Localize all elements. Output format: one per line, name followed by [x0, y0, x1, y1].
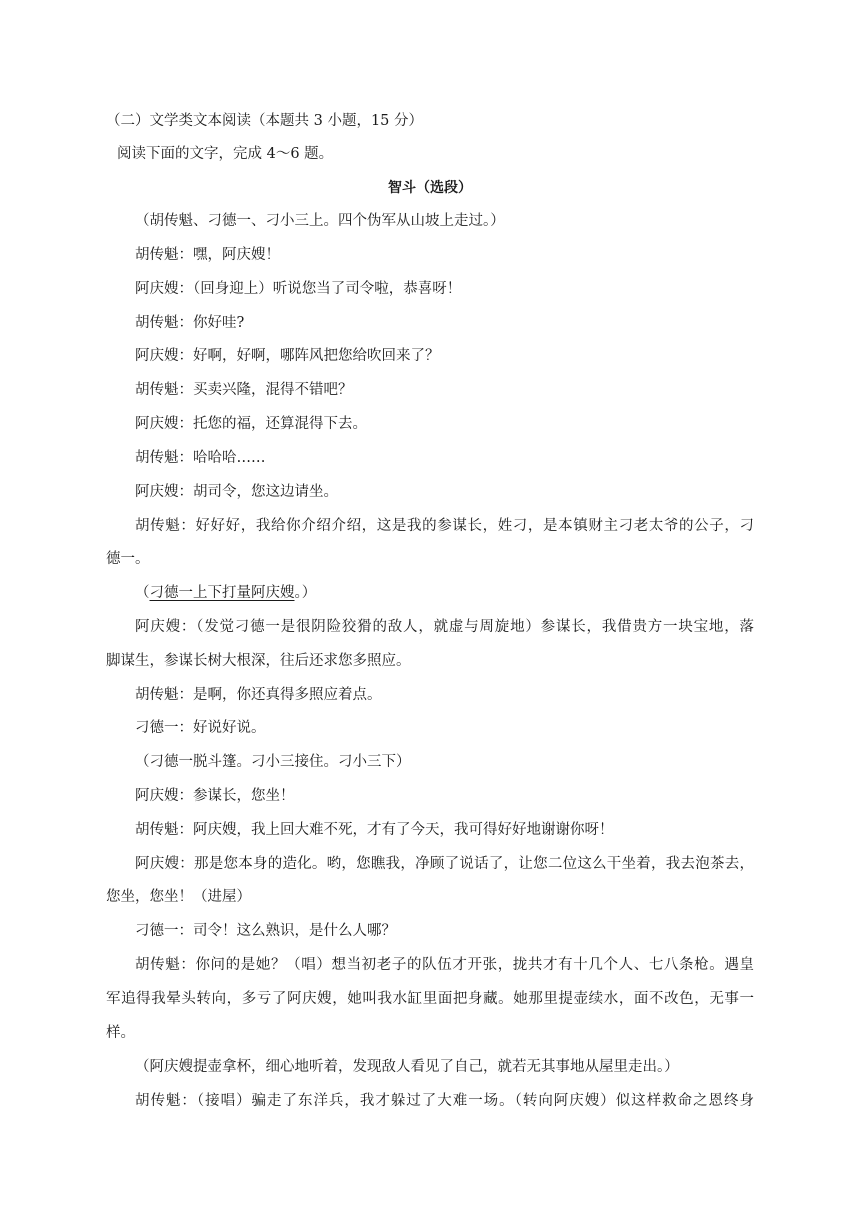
- dialogue-line: 阿庆嫂：（回身迎上）听说您当了司令啦，恭喜呀！: [135, 281, 462, 297]
- dialogue-line: 胡传魁：你问的是她？（唱）想当初老子的队伍才开张，拢共才有十几个人、七八条枪。遇皇: [135, 957, 754, 973]
- stage-direction: （阿庆嫂提壶拿杯，细心地听着，发现敌人看见了自己，就若无其事地从屋里走出。）: [135, 1059, 679, 1075]
- dialogue-line-cont: 军追得我晕头转向，多亏了阿庆嫂，她叫我水缸里面把身藏。她那里提壶续水，面不改色，无事一: [106, 991, 754, 1007]
- dialogue-line: 阿庆嫂：胡司令，您这边请坐。: [135, 484, 338, 500]
- dialogue-line: 阿庆嫂：（发觉刁德一是很阴险狡猾的敌人，就虚与周旋地）参谋长，我借贵方一块宝地，落: [135, 619, 754, 635]
- paren-close: 。）: [294, 585, 317, 601]
- stage-direction: （刁德一脱斗篷。刁小三接住。刁小三下）: [135, 754, 411, 770]
- dialogue-line: 刁德一：司令！这么熟识，是什么人哪？: [135, 923, 396, 939]
- dialogue-line: 胡传魁：哈哈哈……: [135, 450, 266, 466]
- dialogue-line-cont: 样。: [106, 1025, 135, 1041]
- dialogue-line: 阿庆嫂：参谋长，您坐！: [135, 788, 295, 804]
- dialogue-line: 阿庆嫂：那是您本身的造化。哟，您瞧我，净顾了说话了，让您二位这么干坐着，我去泡茶去，: [135, 856, 754, 872]
- underlined-phrase: 刁德一上下打量阿庆嫂: [149, 585, 295, 601]
- dialogue-line: 胡传魁：（接唱）骗走了东洋兵，我才躲过了大难一场。（转向阿庆嫂）似这样救命之恩终身: [135, 1093, 754, 1109]
- dialogue-line-cont: 德一。: [106, 551, 150, 567]
- dialogue-line: 阿庆嫂：托您的福，还算混得下去。: [135, 416, 367, 432]
- stage-direction: [106, 583, 754, 603]
- dialogue-line-cont: 您坐，您坐！（进屋）: [106, 889, 251, 905]
- dialogue-line: 胡传魁：嘿，阿庆嫂！: [135, 247, 280, 263]
- section-header: （二）文学类文本阅读（本题共 3 小题，15 分）: [106, 113, 424, 129]
- paren-open: （: [135, 585, 150, 601]
- stage-direction: （胡传魁、刁德一、刁小三上。四个伪军从山坡上走过。）: [135, 213, 505, 229]
- dialogue-line: 刁德一：好说好说。: [135, 720, 266, 736]
- dialogue-line: 胡传魁：是啊，你还真得多照应着点。: [135, 687, 382, 703]
- dialogue-line: 胡传魁：你好哇?: [135, 315, 245, 331]
- dialogue-line-cont: 脚谋生，参谋长树大根深，往后还求您多照应。: [106, 653, 411, 669]
- instruction: 阅读下面的文字，完成 4～6 题。: [117, 146, 334, 162]
- passage-title: 智斗（选段）: [388, 180, 472, 196]
- dialogue-line: 胡传魁：买卖兴隆，混得不错吧？: [135, 382, 353, 398]
- dialogue-line: 胡传魁：阿庆嫂，我上回大难不死，才有了今天，我可得好好地谢谢你呀！: [135, 822, 614, 838]
- dialogue-line: 胡传魁：好好好，我给你介绍介绍，这是我的参谋长，姓刁，是本镇财主刁老太爷的公子，刁: [135, 518, 754, 534]
- dialogue-line: 阿庆嫂：好啊，好啊，哪阵风把您给吹回来了？: [135, 348, 440, 364]
